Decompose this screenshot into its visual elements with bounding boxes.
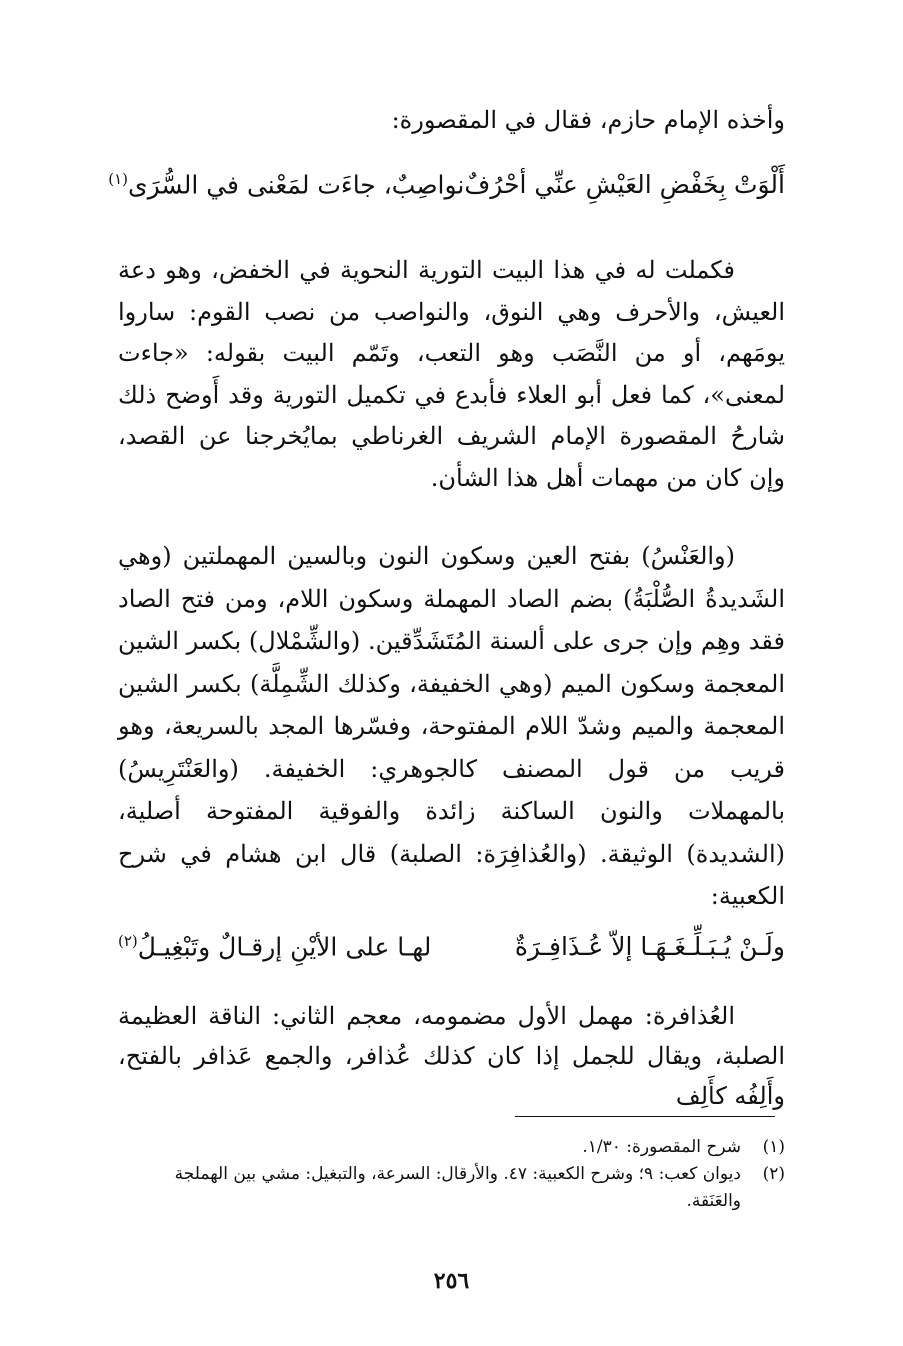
verse-1 — [108, 170, 785, 200]
paragraph-2-text: (والعَنْسُ) بفتح العين وسكون النون وبالسين المهملتين (وهي الشَديدةُ الصُّلْبَةُ) بضم الصاد المهملة وسكون اللام، ومن فتح الصاد فقد وهِم وإن جرى على ألسنة المُتَشَدِّقين. (والشِّمْلال) بكسر الشين المعجمة وسكون الميم (وهي الخفيفة، وكذلك الشِّمِلَّة) بكسر الشين المعجمة والميم وشدّ اللام المفتوحة، وفسّرها المجد بالسريعة، وهو قريب من قول المصنف كالجوهري: الخفيفة. (والعَنْتَرِيسُ) بالمهملات والنون الساكنة زائدة والفوقية المفتوحة أصلية، (الشديدة) الوثيقة. (والعُذافِرَة: الصلبة) قال ابن هشام في شرح الكعبية: — [118, 542, 785, 910]
paragraph-1-text: فكملت له في هذا البيت التورية النحوية في الخفض، وهو دعة العيش، والأحرف وهي النوق، والنواصب من نصب القوم: ساروا يومَهم، أو من النَّصَب وهو التعب، وتَمّم البيت بقوله: «جاءت لمعنى»، كما فعل أبو العلاء فأبدع في تكميل التورية وقد أَوضح ذلك شارحُ المقصورة الإمام الشريف الغرناطي بمايُخرجنا عن القصد، وإن كان من مهمات أهل هذا الشأن. — [118, 256, 786, 492]
footnote-1 — [118, 1134, 785, 1161]
footnote-divider — [515, 1116, 775, 1117]
paragraph-2 — [118, 535, 785, 918]
footnote-2-number: (٢) — [762, 1164, 785, 1184]
footnote-2 — [118, 1161, 785, 1215]
page-number: ٢٥٦ — [433, 1268, 470, 1294]
paragraph-3 — [118, 996, 785, 1116]
intro-text: وأخذه الإمام حازم، فقال في المقصورة: — [391, 106, 785, 134]
paragraph-3-text: العُذافرة: مهمل الأول مضمومه، معجم الثاني: الناقة العظيمة الصلبة، ويقال للجمل إذا كان كذلك عُذافر، والجمع عَذافر بالفتح، وأَلِفُه كأَلِف — [118, 1002, 785, 1110]
intro-line — [118, 102, 785, 138]
footnote-1-text: شرح المقصورة: ١/٣٠. — [582, 1137, 741, 1157]
footnote-2-text: ديوان كعب: ٩؛ وشرح الكعبية: ٤٧. والأرقال: السرعة، والتبغيل: مشي بين الهملجة والعَنَقة. — [174, 1164, 741, 1211]
verse-2-second-hemistich-text: لهـا على الأيْنِ إرقـالٌ وتَبْغِيـلُ — [137, 932, 432, 962]
verse-2-first-hemistich: ولَـنْ يُـبَـلِّـغَـهَـا إلاّ عُـذَافِـرَةٌ — [514, 932, 785, 962]
paragraph-1 — [118, 250, 785, 499]
footnote-mark-2: (٢) — [118, 932, 138, 950]
footnote-mark-1: (١) — [108, 170, 129, 188]
verse-2 — [118, 932, 785, 961]
verse-1-second-hemistich — [108, 170, 464, 199]
verse-2-second-hemistich — [118, 932, 431, 961]
footnote-1-number: (١) — [762, 1137, 785, 1157]
verse-1-second-hemistich-text: نواصِبٌ، جاءَت لمَعْنى في السُّرَى — [128, 170, 465, 200]
footnotes — [118, 1134, 785, 1215]
verse-1-first-hemistich: أَلْوَتْ بِخَفْضِ العَيْشِ عنِّي أحْرُفٌ — [464, 170, 785, 200]
